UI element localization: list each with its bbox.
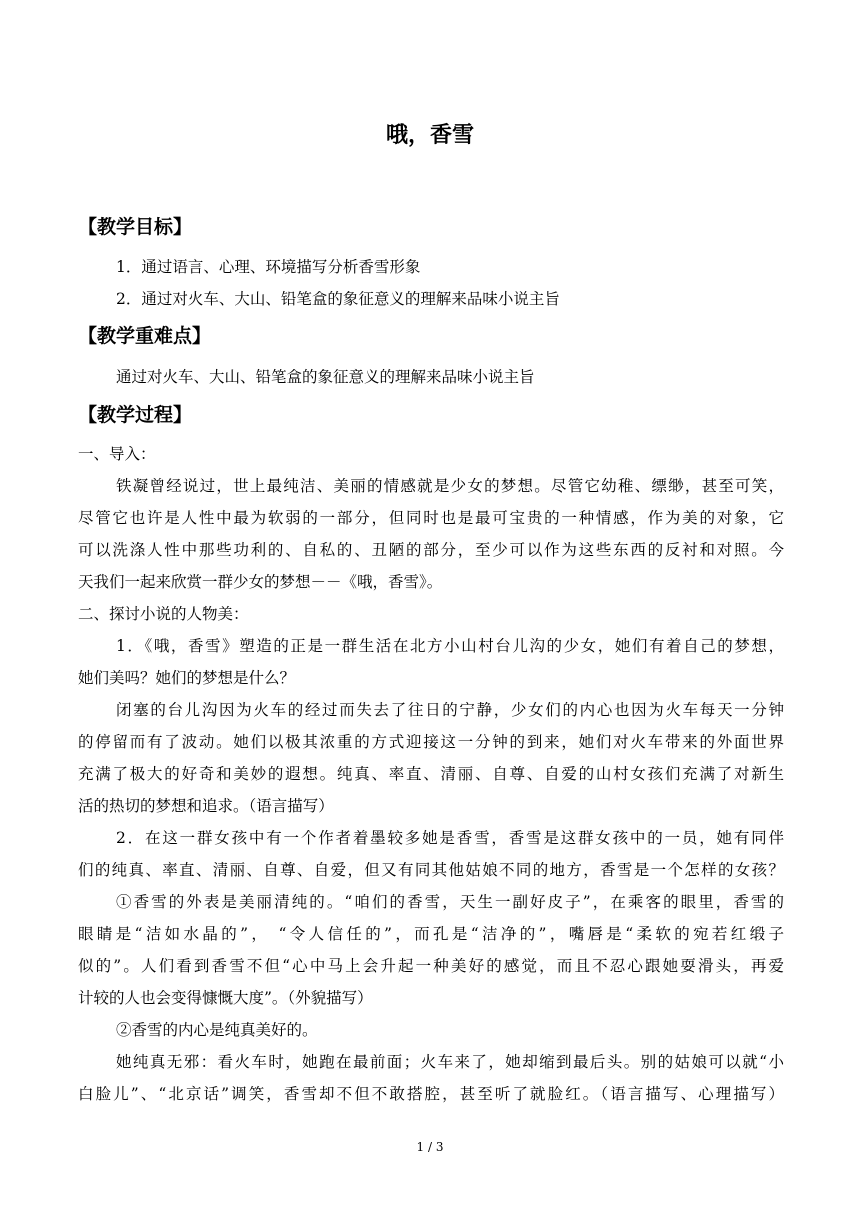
paragraph-line: ②香雪的内心是纯真美好的。 [116,1021,318,1039]
paragraph-line: 1．《哦，香雪》塑造的正是一群生活在北方小山村台儿沟的少女，她们有着自己的梦想， [116,637,784,655]
paragraph-line: 充满了极大的好奇和美妙的遐想。纯真、率直、清丽、自尊、自爱的山村女孩们充满了对新生 [78,765,784,783]
paragraph-line: 她们美吗？她们的梦想是什么？ [78,669,296,687]
paragraph-line: 一、导入： [78,445,156,463]
paragraph-line: 她纯真无邪：看火车时，她跑在最前面；火车来了，她却缩到最后头。别的姑娘可以就“小 [116,1053,784,1071]
paragraph-line: 二、探讨小说的人物美： [78,605,249,623]
document-title: 哦，香雪 [385,123,474,148]
goal-item: 2．通过对火车、大山、铅笔盒的象征意义的理解来品味小说主旨 [116,290,560,308]
paragraph-line: 们的纯真、率直、清丽、自尊、自爱，但又有同其他姑娘不同的地方，香雪是一个怎样的女孩？ [78,861,784,879]
paragraph-line: 2．在这一群女孩中有一个作者着墨较多她是香雪，香雪是这群女孩中的一员，她有同伴 [116,829,784,847]
paragraph-line: 尽管它也许是人性中最为软弱的一部分，但同时也是最可宝贵的一种情感，作为美的对象，它 [78,509,784,527]
paragraph-line: 似的”。人们看到香雪不但“心中马上会升起一种美好的感觉，而且不忍心跟她耍滑头，再爱 [78,957,784,975]
paragraph-line: 计较的人也会变得慷慨大度”。（外貌描写） [78,989,373,1007]
paragraph-line: 活的热切的梦想和追求。（语言描写） [78,797,334,815]
paragraph-line: 眼睛是“洁如水晶的”， “令人信任的”，而孔是“洁净的”，嘴唇是“柔软的宛若红缎子 [78,925,784,943]
section-heading-key-points: 【教学重难点】 [78,325,212,347]
paragraph-line: 的停留而有了波动。她们以极其浓重的方式迎接这一分钟的到来，她们对火车带来的外面世界 [78,733,784,751]
paragraph-line: ①香雪的外表是美丽清纯的。“咱们的香雪，天生一副好皮子”，在乘客的眼里，香雪的 [116,893,784,911]
goal-item: 1．通过语言、心理、环境描写分析香雪形象 [116,258,421,276]
section-heading-teaching-goals: 【教学目标】 [78,216,193,238]
paragraph-line: 可以洗涤人性中那些功利的、自私的、丑陋的部分，至少可以作为这些东西的反衬和对照。今 [78,541,784,559]
paragraph-line: 白脸儿”、“北京话”调笑，香雪却不但不敢搭腔，甚至听了就脸红。（语言描写、心理描写） [78,1085,784,1103]
paragraph-line: 天我们一起来欣赏一群少女的梦想－－《哦，香雪》。 [78,573,443,591]
paragraph-line: 铁凝曾经说过，世上最纯洁、美丽的情感就是少女的梦想。尽管它幼稚、缥缈，甚至可笑， [116,477,784,495]
page-number: 1 / 3 [416,1140,444,1154]
section-heading-teaching-process: 【教学过程】 [78,404,193,426]
key-points-text: 通过对火车、大山、铅笔盒的象征意义的理解来品味小说主旨 [116,368,535,386]
paragraph-line: 闭塞的台儿沟因为火车的经过而失去了往日的宁静，少女们的内心也因为火车每天一分钟 [116,701,784,719]
